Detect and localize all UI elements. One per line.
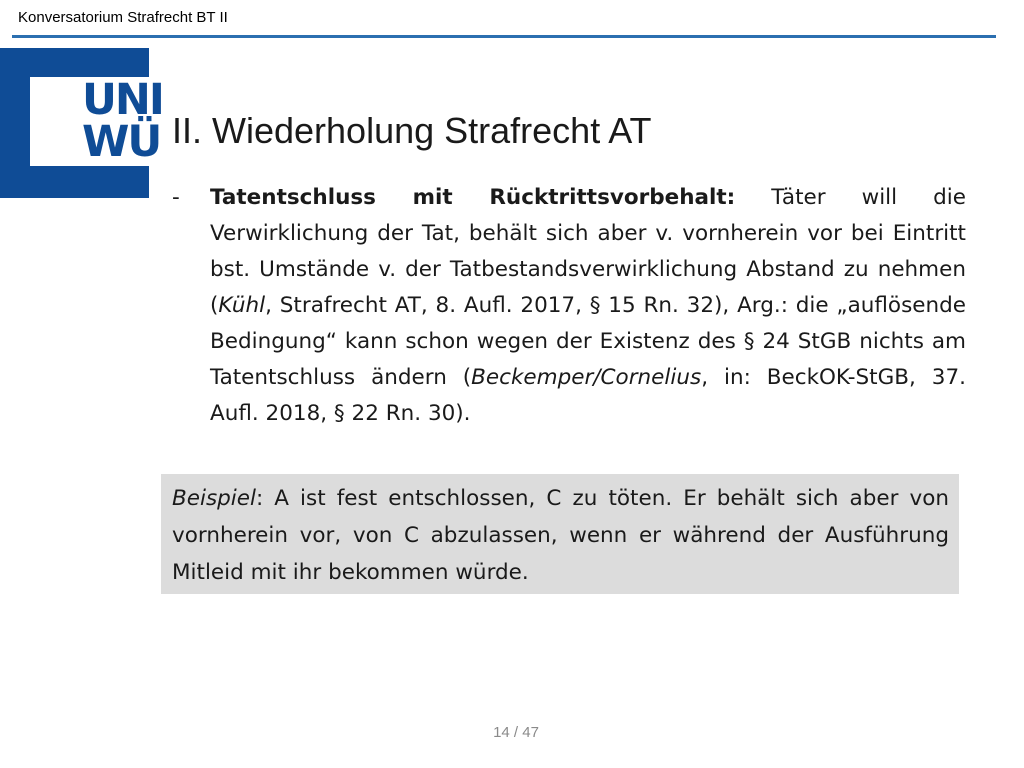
bullet-text-part-2: , Strafrecht AT, 8. Aufl. 2017, § 15 Rn. 32), Arg.: die „auflösende Bedingung“ kann schon wegen der Existenz des § 24 StGB nichts am Tatentschluss ändern ( <box>210 293 966 390</box>
example-text: : A ist fest entschlossen, C zu töten. Er behält sich aber von vornherein vor, von C abzulassen, wenn er während der Ausführung Mitleid mit ihr bekommen würde. <box>172 486 949 585</box>
header-rule <box>12 35 996 38</box>
citation-author-1: Kühl <box>218 293 266 318</box>
bullet-dash: - <box>172 185 180 210</box>
bullet-text <box>210 180 966 432</box>
citation-author-2: Beckemper/Cornelius <box>471 365 702 390</box>
logo-line-2: WÜ <box>82 117 161 167</box>
university-logo <box>0 48 163 198</box>
header-title: Konversatorium Strafrecht BT II <box>18 9 228 26</box>
logo-inner-panel <box>30 75 163 167</box>
slide-title: II. Wiederholung Strafrecht AT <box>172 110 652 151</box>
bullet-item <box>172 180 966 432</box>
logo-wordmark <box>82 75 163 167</box>
bullet-text-part-1: Täter will die Verwirklichung der Tat, behält sich aber v. vornherein vor bei Eintritt bst. Umstände v. der Tatbestandsverwirklichung Abstand zu nehmen ( <box>210 185 966 318</box>
bullet-text-part-3: , in: BeckOK-StGB, 37. Aufl. 2018, § 22 Rn. 30). <box>210 365 967 426</box>
bullet-term: Tatentschluss mit Rücktrittsvorbehalt: <box>210 185 736 210</box>
logo-line-1: UNI <box>82 75 163 125</box>
page-number: 14 / 47 <box>493 724 539 741</box>
example-label: Beispiel <box>172 486 256 511</box>
example-box <box>161 474 959 594</box>
slide-content <box>172 180 966 432</box>
